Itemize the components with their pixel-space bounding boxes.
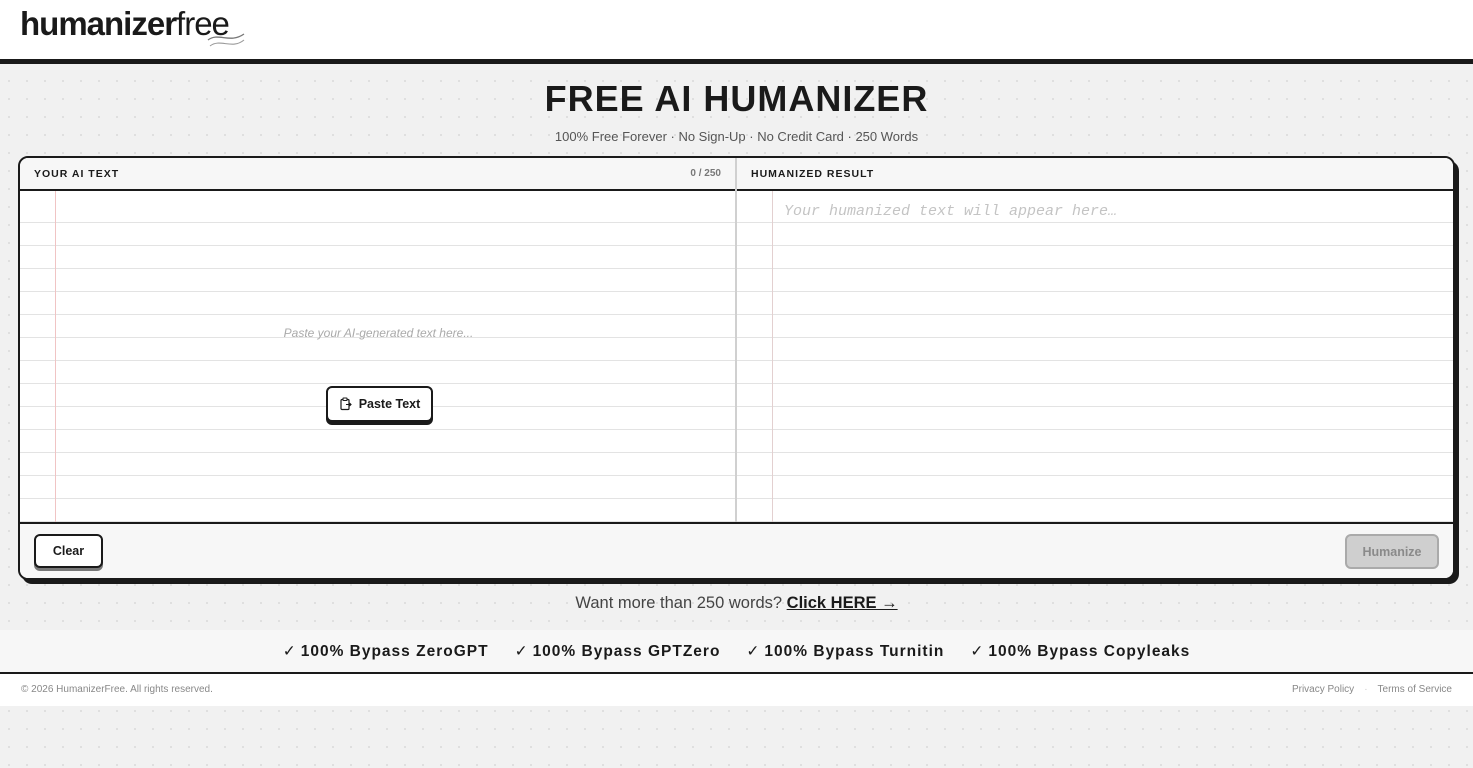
bypass-item <box>970 642 1190 661</box>
check-icon: ✓ <box>514 642 529 660</box>
legal-links <box>1292 684 1452 695</box>
margin-line <box>772 191 773 522</box>
swoosh-icon <box>206 30 246 52</box>
output-header <box>737 158 1455 191</box>
humanizer-panel <box>18 156 1455 580</box>
bypass-item <box>283 642 489 661</box>
upsell-link[interactable]: Click HERE → <box>786 594 898 612</box>
bypass-label: 100% Bypass ZeroGPT <box>300 642 489 660</box>
logo-text-light: free <box>176 5 229 42</box>
page-subtitle: 100% Free Forever · No Sign-Up · No Credit Card · 250 Words <box>554 129 919 144</box>
bypass-item <box>515 642 721 661</box>
site-logo[interactable] <box>20 4 260 54</box>
upsell-line <box>0 594 1473 613</box>
output-placeholder: Your humanized text will appear here… <box>784 203 1118 220</box>
input-placeholder: Paste your AI-generated text here... <box>283 326 474 340</box>
output-column <box>737 158 1455 522</box>
clear-button[interactable]: Clear <box>34 534 103 568</box>
site-footer <box>0 674 1473 706</box>
word-counter: 0 / 250 <box>690 168 721 179</box>
clipboard-icon <box>339 397 353 411</box>
check-icon: ✓ <box>746 642 761 660</box>
bypass-label: 100% Bypass Turnitin <box>764 642 945 660</box>
bypass-item <box>746 642 944 661</box>
input-textarea[interactable] <box>20 191 735 522</box>
logo-text-bold: humanizer <box>20 5 177 42</box>
check-icon: ✓ <box>970 642 985 660</box>
input-title: YOUR AI TEXT <box>34 167 120 180</box>
input-column <box>20 158 737 522</box>
bypass-bar <box>0 630 1473 674</box>
legal-separator: · <box>1364 684 1368 695</box>
terms-link[interactable]: Terms of Service <box>1377 684 1452 695</box>
check-icon: ✓ <box>282 642 297 660</box>
paste-text-label: Paste Text <box>358 397 421 411</box>
humanize-button[interactable]: Humanize <box>1345 534 1439 569</box>
output-title: HUMANIZED RESULT <box>751 167 875 180</box>
panel-actions <box>20 522 1453 580</box>
top-bar <box>0 0 1473 64</box>
privacy-link[interactable]: Privacy Policy <box>1291 684 1355 695</box>
bypass-label: 100% Bypass GPTZero <box>532 642 721 660</box>
bypass-label: 100% Bypass Copyleaks <box>988 642 1191 660</box>
page-title: FREE AI HUMANIZER <box>544 78 929 119</box>
output-area <box>737 191 1455 522</box>
margin-line <box>55 191 56 522</box>
paste-text-button[interactable] <box>326 386 433 422</box>
input-header <box>20 158 735 191</box>
upsell-text: Want more than 250 words? <box>575 594 783 612</box>
copyright: © 2026 HumanizerFree. All rights reserved. <box>21 684 213 695</box>
